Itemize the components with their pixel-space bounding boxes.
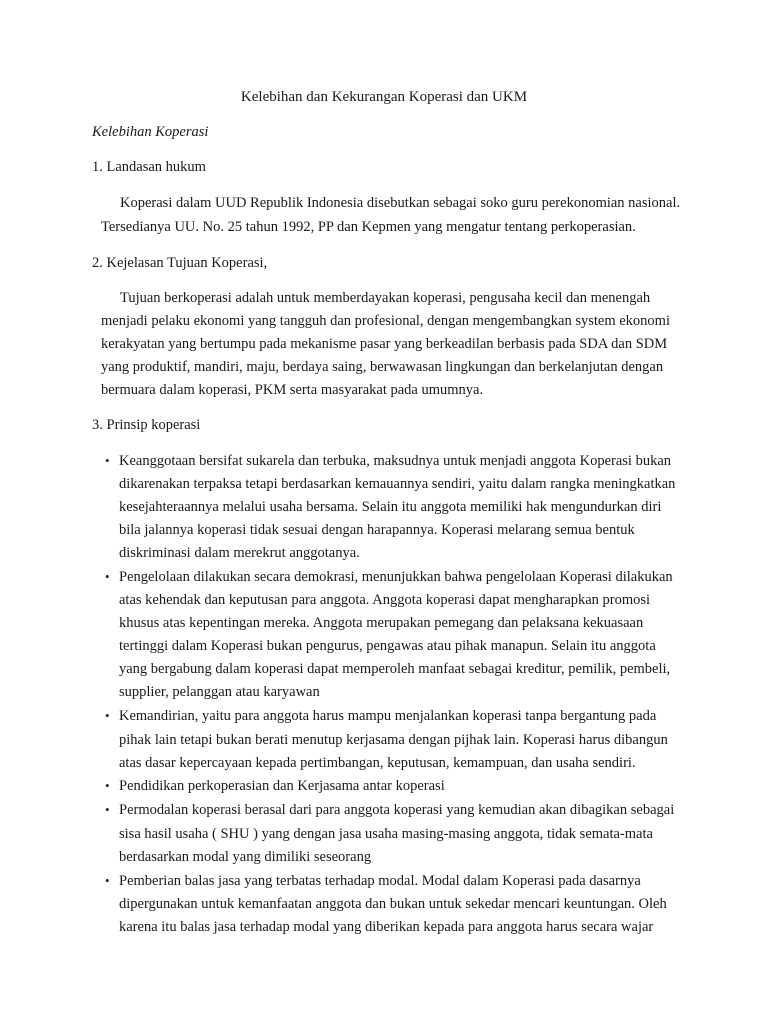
bullet-icon: • <box>105 802 110 817</box>
section-heading: Kelebihan Koperasi <box>92 124 209 140</box>
bullet-icon: • <box>105 708 110 723</box>
bullet-1-line: bila jalannya koperasi tidak sesuai dengan harapannya. Koperasi melarang semua bentuk <box>119 522 635 538</box>
bullet-2-line: atas kehendak dan keputusan para anggota. Anggota koperasi dapat mengharapkan promosi <box>119 592 651 608</box>
bullet-2-line: khusus atas kepentingan mereka. Anggota merupakan pemegang dan pelaksana kekuasaan <box>119 615 644 631</box>
section-2-paragraph-line: yang produktif, mandiri, maju, berdaya saing, berwawasan lingkungan dan berkelanjutan dengan <box>101 359 664 375</box>
bullet-icon: • <box>105 778 110 793</box>
bullet-5-line: sisa hasil usaha ( SHU ) yang dengan jasa usaha masing-masing anggota, tidak semata-mata <box>119 826 653 842</box>
section-2-paragraph-line: menjadi pelaku ekonomi yang tangguh dan profesional, dengan mengembangkan system ekonomi <box>101 313 670 329</box>
bullet-3-line: atas dasar kepercayaan kepada pertimbangan, keputusan, kemampuan, dan usaha sendiri. <box>119 755 636 771</box>
bullet-1-line: diskriminasi dalam merekrut anggotanya. <box>119 545 360 561</box>
bullet-5-line: berdasarkan modal yang dimiliki seseorang <box>119 849 372 865</box>
bullet-6-line: Pemberian balas jasa yang terbatas terhadap modal. Modal dalam Koperasi pada dasarnya <box>119 873 641 889</box>
bullet-icon: • <box>105 569 110 584</box>
section-2-paragraph-line: kerakyatan yang bertumpu pada mekanisme pasar yang berkeadilan berbasis pada SDA dan SDM <box>101 336 668 352</box>
bullet-3-line: Kemandirian, yaitu para anggota harus mampu menjalankan koperasi tanpa bergantung pada <box>119 708 657 724</box>
section-2-paragraph-line: bermuara dalam koperasi, PKM serta masyarakat pada umumnya. <box>101 382 484 398</box>
bullet-2-line: tertinggi dalam Koperasi bukan pengurus, pengawas atau pihak manapun. Selain itu anggota <box>119 638 656 654</box>
section-2-label: 2. Kejelasan Tujuan Koperasi, <box>92 255 268 271</box>
section-3-label: 3. Prinsip koperasi <box>92 417 201 433</box>
bullet-2-line: yang bergabung dalam koperasi dapat memperoleh manfaat sebagai kreditur, pemilik, pembeli, <box>119 661 671 677</box>
section-1-paragraph-line: Tersedianya UU. No. 25 tahun 1992, PP dan Kepmen yang mengatur tentang perkoperasian. <box>101 219 636 235</box>
bullet-icon: • <box>105 453 110 468</box>
bullet-5-line: Permodalan koperasi berasal dari para anggota koperasi yang kemudian akan dibagikan sebagai <box>119 802 675 818</box>
bullet-2-line: supplier, pelanggan atau karyawan <box>119 684 320 700</box>
bullet-6-line: karena itu balas jasa terhadap modal yang diberikan kepada para anggota harus secara wajar <box>119 919 654 935</box>
bullet-2-line: Pengelolaan dilakukan secara demokrasi, menunjukkan bahwa pengelolaan Koperasi dilakukan <box>119 569 673 585</box>
document-title: Kelebihan dan Kekurangan Koperasi dan UKM <box>240 89 528 105</box>
bullet-4-line: Pendidikan perkoperasian dan Kerjasama antar koperasi <box>119 778 445 794</box>
bullet-1-line: dikarenakan terpaksa tetapi berdasarkan kemauannya sendiri, yaitu dalam rangka meningkatkan <box>119 476 676 492</box>
section-2-paragraph-line: Tujuan berkoperasi adalah untuk memberdayakan koperasi, pengusaha kecil dan menengah <box>120 290 651 306</box>
bullet-1-line: Keanggotaan bersifat sukarela dan terbuka, maksudnya untuk menjadi anggota Koperasi bukan <box>119 453 672 469</box>
section-1-paragraph-line: Koperasi dalam UUD Republik Indonesia disebutkan sebagai soko guru perekonomian nasional. <box>120 195 681 211</box>
bullet-6-line: dipergunakan untuk kemanfaatan anggota dan bukan untuk sekedar mencari keuntungan. Oleh <box>119 896 667 912</box>
section-1-label: 1. Landasan hukum <box>92 159 206 175</box>
bullet-icon: • <box>105 873 110 888</box>
bullet-1-line: kesejahteraannya melalui usaha bersama. Selain itu anggota memiliki hak mengundurkan diri <box>119 499 662 515</box>
bullet-3-line: pihak lain tetapi bukan berati menutup kerjasama dengan pijhak lain. Koperasi harus dibangun <box>119 732 668 748</box>
